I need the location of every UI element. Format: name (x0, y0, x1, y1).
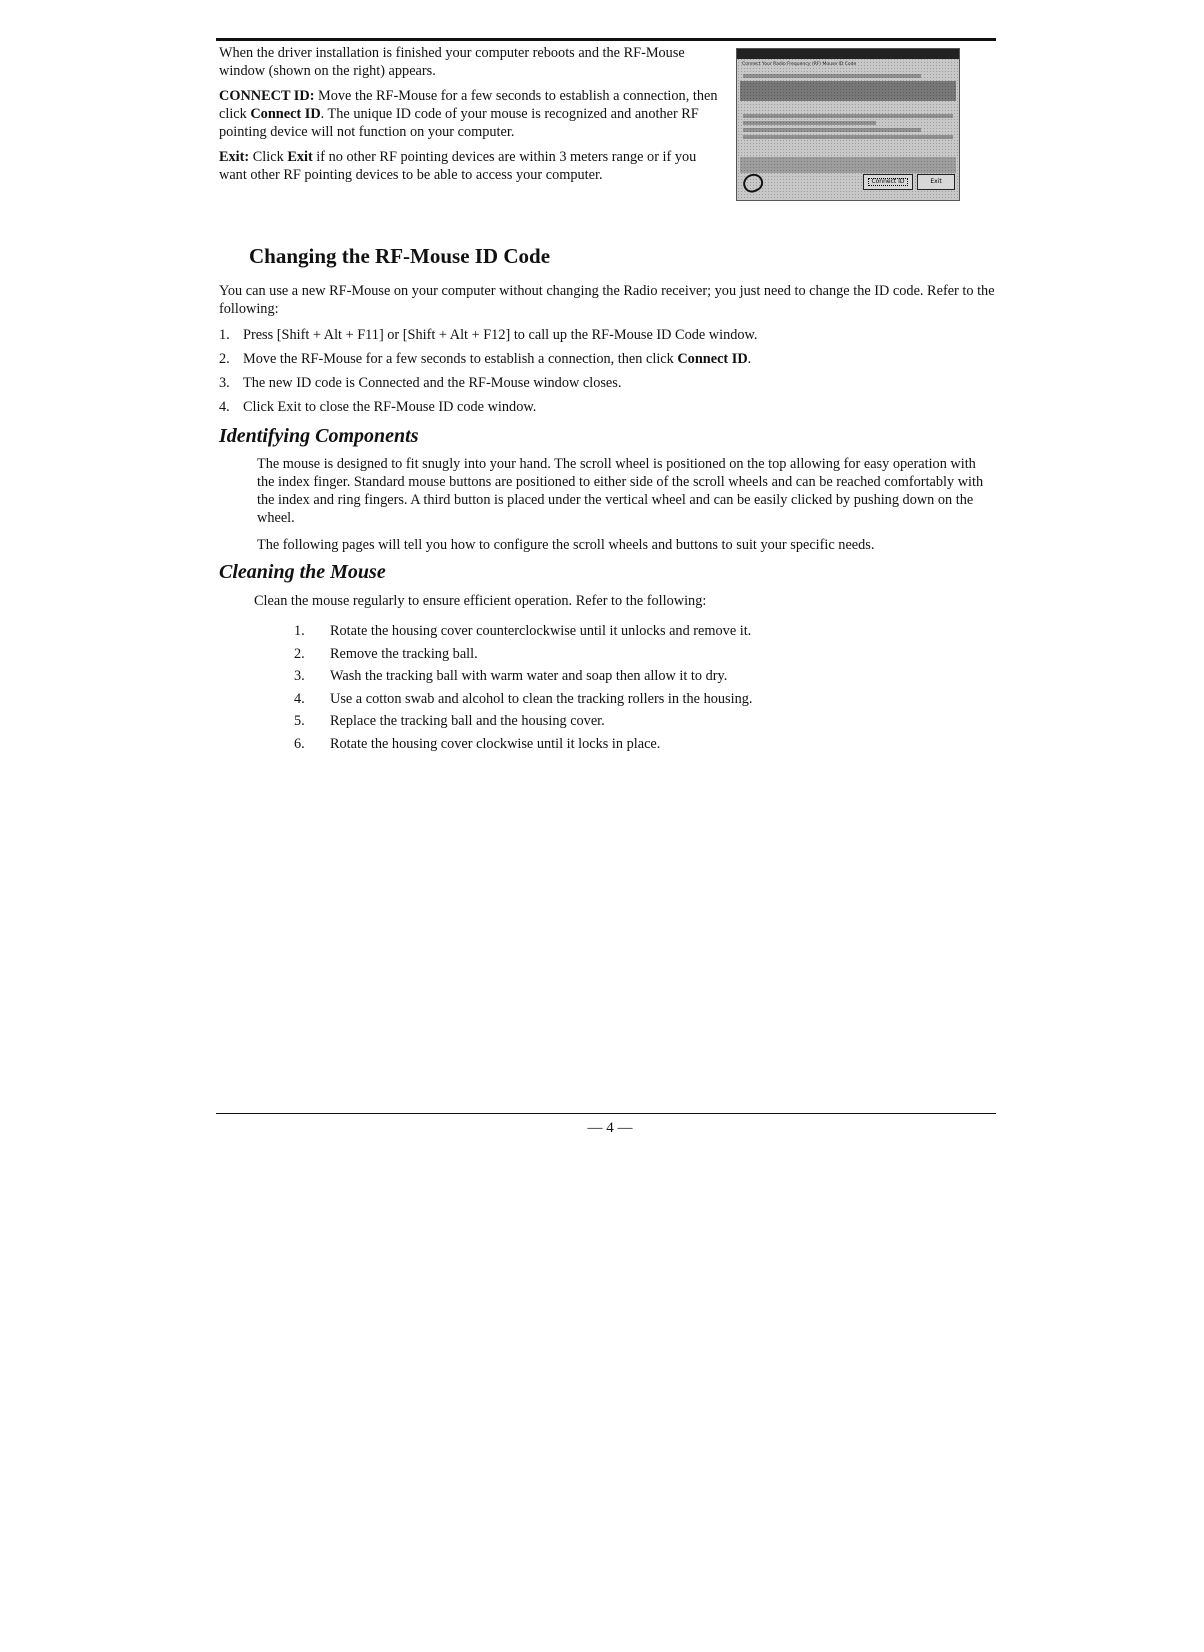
step-text: Press [Shift + Alt + F11] or [Shift + Alt + F12] to call up the RF-Mouse ID Code window. (243, 327, 758, 343)
dialog-text-line (743, 135, 953, 139)
step-number: 3. (219, 375, 230, 391)
list-item (294, 622, 752, 645)
step-number: 2. (294, 645, 305, 662)
list-item (294, 690, 752, 713)
exit-bold: Exit (287, 149, 313, 165)
exit-paragraph (219, 148, 719, 184)
connect-id-paragraph (219, 87, 719, 141)
dialog-titlebar (737, 49, 959, 59)
connect-id-label: CONNECT ID: (219, 88, 315, 104)
following-pages-paragraph: The following pages will tell you how to configure the scroll wheels and buttons to suit your specific needs. (257, 537, 875, 553)
step-text: Remove the tracking ball. (330, 645, 478, 662)
list-item (294, 667, 752, 690)
dialog-text-line (743, 121, 876, 125)
dialog-highlight-band (740, 81, 956, 101)
top-rule (216, 38, 996, 41)
step-text: Click Exit to close the RF-Mouse ID code window. (243, 399, 537, 415)
heading-identifying-components: Identifying Components (219, 425, 419, 447)
step-text-end: . (747, 351, 752, 367)
dialog-title-text: Connect Your Radio Frequency (RF) Mouse ID Code (742, 62, 857, 67)
rf-mouse-dialog-screenshot (736, 48, 960, 201)
step-text: Use a cotton swab and alcohol to clean the tracking rollers in the housing. (330, 690, 753, 707)
changing-steps-list (219, 326, 758, 422)
identifying-paragraph: The mouse is designed to fit snugly into your hand. The scroll wheel is positioned on the top allowing for easy operation with the index finger. Standard mouse buttons are positioned to either side of the scroll wheels and can be reached comfortably with the index and ring fingers. A third button is placed under the vertical wheel and can be easily clicked by pushing down on the wheel. (257, 456, 984, 526)
dialog-text-line (743, 114, 953, 118)
connect-id-bold: Connect ID (250, 106, 321, 122)
heading-changing-id: Changing the RF-Mouse ID Code (249, 244, 551, 268)
dialog-text-line (743, 128, 921, 132)
step-text: Move the RF-Mouse for a few seconds to establish a connection, then click (243, 351, 678, 367)
exit-text-a: Click (249, 149, 288, 165)
step-number: 2. (219, 351, 230, 367)
step-number: 4. (219, 399, 230, 415)
step-number: 1. (219, 327, 230, 343)
step-bold: Connect ID (677, 351, 748, 367)
list-item (294, 735, 752, 758)
intro-paragraph: When the driver installation is finished your computer reboots and the RF-Mouse window (shown on the right) appears. (219, 45, 685, 79)
step-number: 6. (294, 735, 305, 752)
changing-paragraph: You can use a new RF-Mouse on your computer without changing the Radio receiver; you just need to change the ID code. Refer to the following: (219, 283, 995, 317)
step-text: Rotate the housing cover clockwise until it locks in place. (330, 735, 661, 752)
list-item (219, 326, 758, 350)
list-item (294, 712, 752, 735)
connect-id-button: Connect ID (863, 174, 913, 190)
cleaning-steps-list (294, 622, 752, 757)
list-item (219, 350, 758, 374)
exit-label: Exit: (219, 149, 250, 165)
cleaning-paragraph: Clean the mouse regularly to ensure efficient operation. Refer to the following: (254, 593, 707, 609)
step-number: 4. (294, 690, 305, 707)
heading-cleaning-mouse: Cleaning the Mouse (219, 561, 386, 583)
step-number: 5. (294, 713, 305, 729)
step-number: 1. (294, 623, 305, 639)
step-number: 3. (294, 668, 305, 684)
mouse-icon (740, 171, 766, 196)
intro-text (219, 44, 719, 191)
step-text: Replace the tracking ball and the housing cover. (330, 713, 605, 729)
connect-id-text-a: Move the RF-Mouse for a few seconds to establish a connection, then click (219, 88, 718, 122)
exit-text-b: if no other RF pointing devices are within 3 meters range or if you want other RF pointing devices to be able to access your computer. (219, 149, 697, 183)
bottom-rule (216, 1113, 996, 1114)
connect-id-text-b: . The unique ID code of your mouse is recognized and another RF pointing device will not function on your computer. (219, 106, 699, 140)
exit-button: Exit (917, 174, 955, 190)
list-item (219, 398, 758, 422)
list-item (219, 374, 758, 398)
page-number: — 4 — (587, 1120, 633, 1136)
dialog-hint-band (740, 157, 956, 173)
step-text: Wash the tracking ball with warm water and soap then allow it to dry. (330, 668, 728, 684)
step-text: Rotate the housing cover counterclockwise until it unlocks and remove it. (330, 623, 752, 639)
dialog-text-line (743, 74, 921, 78)
list-item (294, 645, 752, 668)
step-text: The new ID code is Connected and the RF-Mouse window closes. (243, 375, 622, 391)
